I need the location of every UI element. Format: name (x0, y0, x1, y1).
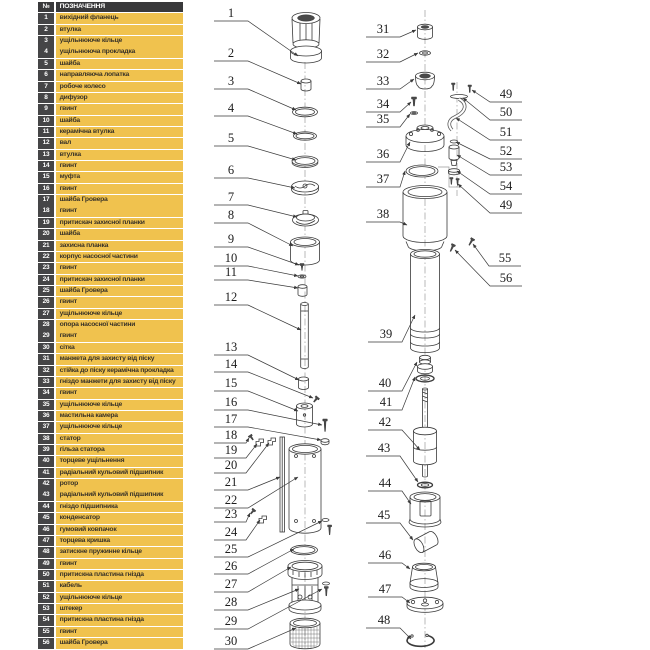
part-13-bushing (299, 377, 309, 390)
callout-51 (456, 118, 522, 140)
callout-35 (366, 112, 410, 127)
part-4-gasket (294, 132, 317, 140)
callout-number: 18 (224, 428, 238, 442)
callout-5 (214, 131, 296, 160)
callout-38 (366, 207, 407, 225)
callout-50 (463, 98, 522, 120)
part-19-strip-clamp (256, 439, 264, 446)
callout-44 (368, 476, 411, 504)
row-number: 14 (38, 161, 54, 171)
row-number: 11 (38, 127, 54, 137)
row-number: 51 (38, 581, 54, 591)
row-label: ущільнююче кільце (56, 422, 183, 432)
row-number: 31 (38, 354, 54, 364)
callouts (214, 6, 522, 649)
row-number: 33 (38, 377, 54, 387)
row-label: статор (56, 434, 183, 444)
part-11-ceramic-bushing (298, 285, 307, 297)
row-label: манжета для захисту від піску (56, 354, 183, 364)
header-number-cell: № (38, 2, 54, 12)
row-number: 9 (38, 104, 54, 114)
callout-number: 51 (499, 125, 513, 139)
row-number: 29 (38, 331, 54, 341)
callout-number: 43 (377, 441, 391, 455)
callout-number: 13 (224, 340, 238, 354)
callout-33 (366, 74, 414, 89)
callout-leader-line (214, 178, 295, 188)
row-number: 17 (38, 195, 54, 205)
callout-leader-line (368, 430, 420, 450)
row-number: 3 (38, 36, 54, 46)
callout-number: 16 (224, 395, 238, 409)
callout-number: 2 (227, 46, 235, 60)
row-label: вал (56, 138, 183, 148)
callout-number: 45 (377, 508, 391, 522)
callout-4 (214, 101, 297, 134)
part-10-washer (298, 275, 306, 278)
callout-number: 20 (224, 458, 238, 472)
callout-leader-line (214, 223, 293, 246)
callout-8 (214, 208, 293, 246)
part-30-strainer (290, 618, 320, 649)
callout-leader-line (473, 244, 521, 266)
row-label: корпус насосної частини (56, 252, 183, 262)
part-49-screw (452, 83, 456, 91)
row-number: 28 (38, 320, 54, 330)
callout-number: 31 (376, 22, 390, 36)
row-number: 30 (38, 343, 54, 353)
callout-leader-line (463, 98, 522, 120)
row-number: 40 (38, 456, 54, 466)
part-3-o-ring (293, 107, 318, 117)
row-number: 48 (38, 547, 54, 557)
row-label: гвинт (56, 559, 183, 569)
callout-number: 48 (377, 613, 391, 627)
callout-leader-line (368, 563, 410, 569)
callout-1 (214, 6, 298, 56)
callout-7 (214, 190, 297, 217)
callout-number: 21 (224, 475, 238, 489)
row-number: 4 (38, 47, 54, 57)
callout-number: 44 (378, 476, 392, 490)
callout-number: 35 (376, 112, 390, 126)
callout-leader-line (366, 222, 407, 225)
callout-number: 4 (227, 101, 235, 115)
row-number: 36 (38, 411, 54, 421)
part-1-outlet-flange (291, 13, 322, 64)
row-number: 32 (38, 366, 54, 376)
row-number: 1 (38, 13, 54, 23)
part-12-shaft (301, 303, 309, 369)
callout-30 (214, 628, 296, 649)
callout-number: 17 (224, 412, 238, 426)
row-number: 10 (38, 116, 54, 126)
callout-45 (366, 508, 413, 540)
part-35-o-ring (411, 112, 418, 115)
callout-number: 41 (379, 395, 393, 409)
callout-41 (368, 377, 415, 410)
row-number: 22 (38, 252, 54, 262)
row-number: 21 (38, 241, 54, 251)
callout-number: 6 (227, 163, 235, 177)
callout-number: 28 (224, 595, 238, 609)
row-label: шайба Гровера (56, 195, 183, 205)
callout-leader-line (214, 280, 298, 288)
callout-leader-line (458, 184, 522, 213)
callout-number: 52 (499, 144, 513, 158)
row-label: ротор (56, 479, 183, 489)
callout-number: 3 (227, 74, 235, 88)
callout-21 (214, 475, 280, 490)
row-label: конденсатор (56, 513, 183, 523)
part-32-ceramic-gasket (420, 51, 431, 55)
callout-number: 9 (227, 232, 235, 246)
row-label: ущільнююче кільце (56, 309, 183, 319)
row-number: 46 (38, 525, 54, 535)
row-label: ущільнююче кільце (56, 400, 183, 410)
part-48-retaining-ring (407, 634, 434, 646)
row-label: штекер (56, 604, 183, 614)
callout-number: 26 (224, 559, 238, 573)
row-label: муфта (56, 172, 183, 182)
callout-19 (214, 443, 257, 458)
callout-49 (472, 87, 522, 102)
callout-number: 10 (224, 251, 238, 265)
row-label: гвинт (56, 104, 183, 114)
callout-number: 46 (378, 548, 392, 562)
callout-leader-line (368, 491, 411, 504)
row-label: гніздо підшипника (56, 502, 183, 512)
callout-36 (366, 142, 410, 162)
callout-number: 50 (499, 105, 513, 119)
part-49-screw (468, 85, 472, 93)
callout-number: 27 (224, 577, 238, 591)
row-number: 13 (38, 150, 54, 160)
row-number: 45 (38, 513, 54, 523)
callout-leader-line (366, 30, 416, 37)
callout-47 (368, 582, 410, 603)
row-label: направляюча лопатка (56, 70, 183, 80)
callout-39 (368, 315, 415, 342)
part-20-washer (268, 438, 276, 445)
row-label: торцеве ущільнення (56, 456, 183, 466)
callout-number: 32 (376, 47, 390, 61)
row-number: 6 (38, 70, 54, 80)
callout-number: 49 (499, 198, 513, 212)
row-label: притискач захисної планки (56, 218, 183, 228)
row-label: дифузор (56, 93, 183, 103)
callout-6 (214, 163, 295, 188)
row-number: 16 (38, 184, 54, 194)
row-label: ущільнююча прокладка (56, 47, 183, 57)
row-number: 47 (38, 536, 54, 546)
callout-number: 42 (378, 415, 392, 429)
row-number: 52 (38, 593, 54, 603)
callout-43 (366, 441, 418, 482)
cable-assembly (449, 83, 472, 185)
row-label: втулка (56, 25, 183, 35)
callout-leader-line (368, 597, 410, 603)
row-label: стійка до піску керамічна прокладка (56, 366, 183, 376)
row-number: 12 (38, 138, 54, 148)
row-number: 54 (38, 615, 54, 625)
callout-number: 7 (227, 190, 235, 204)
callout-leader-line (366, 628, 411, 639)
row-label: затискне пружинне кільце (56, 547, 183, 557)
row-number: 2 (38, 25, 54, 35)
callout-number: 55 (498, 251, 512, 265)
callout-number: 14 (224, 357, 238, 371)
callout-number: 30 (224, 634, 238, 648)
callout-number: 37 (376, 172, 390, 186)
part-24-strip-clamp (259, 516, 267, 523)
part-14-screw (312, 396, 319, 404)
row-number: 37 (38, 422, 54, 432)
callout-52 (456, 142, 522, 159)
row-number: 49 (38, 559, 54, 569)
row-label: шайба Гровера (56, 286, 183, 296)
row-label: робоче колесо (56, 82, 183, 92)
callout-34 (366, 97, 411, 112)
part-25-spring-washer-screw (322, 519, 332, 535)
callout-53 (457, 155, 522, 175)
part-7-impeller (293, 211, 319, 227)
row-label: гніздо манжети для захисту від піску (56, 377, 183, 387)
callout-number: 24 (224, 525, 238, 539)
row-label: радіальний кульовий підшипник (56, 490, 183, 500)
row-label: гумовий ковпачок (56, 525, 183, 535)
callout-number: 15 (224, 376, 238, 390)
callout-leader-line (214, 116, 297, 134)
row-number: 50 (38, 570, 54, 580)
callout-number: 34 (376, 97, 390, 111)
part-17-spring-washer (321, 439, 329, 445)
callout-number: 56 (499, 271, 513, 285)
part-23-screw (249, 508, 256, 515)
row-number: 5 (38, 59, 54, 69)
row-label: притискач захисної планки (56, 275, 183, 285)
row-number: 41 (38, 468, 54, 478)
row-label: притискна пластина гнізда (56, 615, 183, 625)
row-label: гвинт (56, 263, 183, 273)
part-27-28-pump-support (288, 561, 322, 615)
row-number: 7 (38, 82, 54, 92)
callout-40 (368, 362, 417, 391)
row-number: 56 (38, 638, 54, 648)
row-label: гвинт (56, 627, 183, 637)
row-number: 53 (38, 604, 54, 614)
callout-49 (458, 184, 522, 213)
row-label: шайба (56, 59, 183, 69)
callout-leader-line (366, 456, 418, 482)
part-5-washer (292, 156, 318, 168)
part-50-socket-plate (451, 95, 468, 99)
callout-55 (473, 244, 521, 266)
callout-leader-line (366, 79, 414, 89)
row-number: 18 (38, 206, 54, 216)
callout-number: 54 (499, 179, 513, 193)
callout-number: 8 (227, 208, 235, 222)
callout-32 (366, 47, 418, 62)
part-16-screw (323, 419, 328, 432)
row-label: притискна пластина гнізда (56, 570, 183, 580)
callout-number: 53 (499, 160, 513, 174)
row-label: ущільнююче кільце (56, 36, 183, 46)
part-9-screw (300, 264, 304, 271)
row-label: ущільнююче кільце (56, 593, 183, 603)
part-26-o-ring (291, 545, 318, 555)
callout-24 (214, 520, 260, 540)
row-label: мастильна камера (56, 411, 183, 421)
row-number: 15 (38, 172, 54, 182)
callout-leader-line (366, 523, 413, 540)
part-49-screw (450, 178, 453, 185)
part-21-protective-strip (280, 437, 285, 532)
callout-number: 38 (376, 207, 390, 221)
row-label: шайба (56, 116, 183, 126)
row-number: 42 (38, 479, 54, 489)
callout-number: 25 (224, 542, 238, 556)
callout-leader-line (457, 155, 522, 175)
row-number: 19 (38, 218, 54, 228)
callout-number: 23 (224, 507, 238, 521)
part-6-guide-vane (292, 181, 319, 195)
row-number: 34 (38, 388, 54, 398)
row-number: 25 (38, 286, 54, 296)
part-18-screw (248, 434, 254, 441)
row-number: 26 (38, 297, 54, 307)
callout-number: 39 (379, 327, 393, 341)
row-label: шайба (56, 229, 183, 239)
part-46-rubber-cap (410, 563, 438, 591)
row-number: 27 (38, 309, 54, 319)
row-number: 35 (38, 400, 54, 410)
row-label: гвинт (56, 331, 183, 341)
row-number: 23 (38, 263, 54, 273)
callout-23 (214, 507, 250, 522)
part-42-rotor (414, 388, 437, 477)
part-45-capacitor (412, 530, 440, 555)
part-34-screw (412, 97, 417, 106)
row-label: керамічна втулка (56, 127, 183, 137)
callout-37 (366, 171, 405, 187)
callout-number: 49 (499, 87, 513, 101)
callout-31 (366, 22, 416, 37)
row-number: 8 (38, 93, 54, 103)
callout-number: 1 (227, 6, 235, 20)
callout-number: 40 (378, 376, 392, 390)
callout-leader-line (214, 205, 297, 217)
row-label: радіальний кульовий підшипник (56, 468, 183, 478)
row-number: 20 (38, 229, 54, 239)
part-56-screw (449, 244, 456, 253)
callout-number: 47 (378, 582, 392, 596)
row-label: захисна планка (56, 241, 183, 251)
callout-12 (214, 290, 301, 330)
row-number: 24 (38, 275, 54, 285)
part-37-o-ring (406, 165, 438, 177)
row-label: торцева кришка (56, 536, 183, 546)
row-label: шайба Гровера (56, 638, 183, 648)
callout-11 (214, 265, 298, 288)
row-label: гвинт (56, 388, 183, 398)
callout-18 (214, 428, 249, 443)
part-2-bushing (301, 79, 311, 91)
row-label: гвинт (56, 297, 183, 307)
callout-leader-line (214, 89, 296, 110)
callout-number: 33 (376, 74, 390, 88)
callout-leader-line (368, 362, 417, 391)
part-29-screw (323, 582, 330, 596)
callout-number: 5 (227, 131, 235, 145)
callout-number: 29 (224, 614, 238, 628)
callout-number: 11 (224, 265, 238, 279)
row-number: 55 (38, 627, 54, 637)
row-label: сітка (56, 343, 183, 353)
row-label: опора насосної частини (56, 320, 183, 330)
callout-leader-line (472, 90, 522, 102)
callout-number: 36 (376, 147, 390, 161)
callout-48 (366, 613, 411, 639)
header-name-cell: ПОЗНАЧЕННЯ (56, 2, 183, 12)
row-number: 43 (38, 490, 54, 500)
row-label: вихідний фланець (56, 13, 183, 23)
row-label: гвинт (56, 184, 183, 194)
callout-3 (214, 74, 296, 110)
callout-46 (368, 548, 410, 569)
callout-number: 12 (224, 290, 238, 304)
callout-number: 22 (224, 493, 238, 507)
row-number: 44 (38, 502, 54, 512)
part-15-coupling (297, 403, 313, 427)
callout-42 (368, 415, 420, 450)
callout-leader-line (214, 305, 301, 330)
row-label: кабель (56, 581, 183, 591)
callout-leader-line (214, 146, 296, 160)
callout-56 (455, 250, 522, 286)
row-label: втулка (56, 150, 183, 160)
callout-leader-line (366, 53, 418, 62)
callout-leader-line (214, 21, 298, 56)
callout-number: 19 (224, 443, 238, 457)
row-label: гільза статора (56, 445, 183, 455)
row-number: 39 (38, 445, 54, 455)
row-label: гвинт (56, 161, 183, 171)
row-label: гвинт (56, 206, 183, 216)
row-number: 38 (38, 434, 54, 444)
